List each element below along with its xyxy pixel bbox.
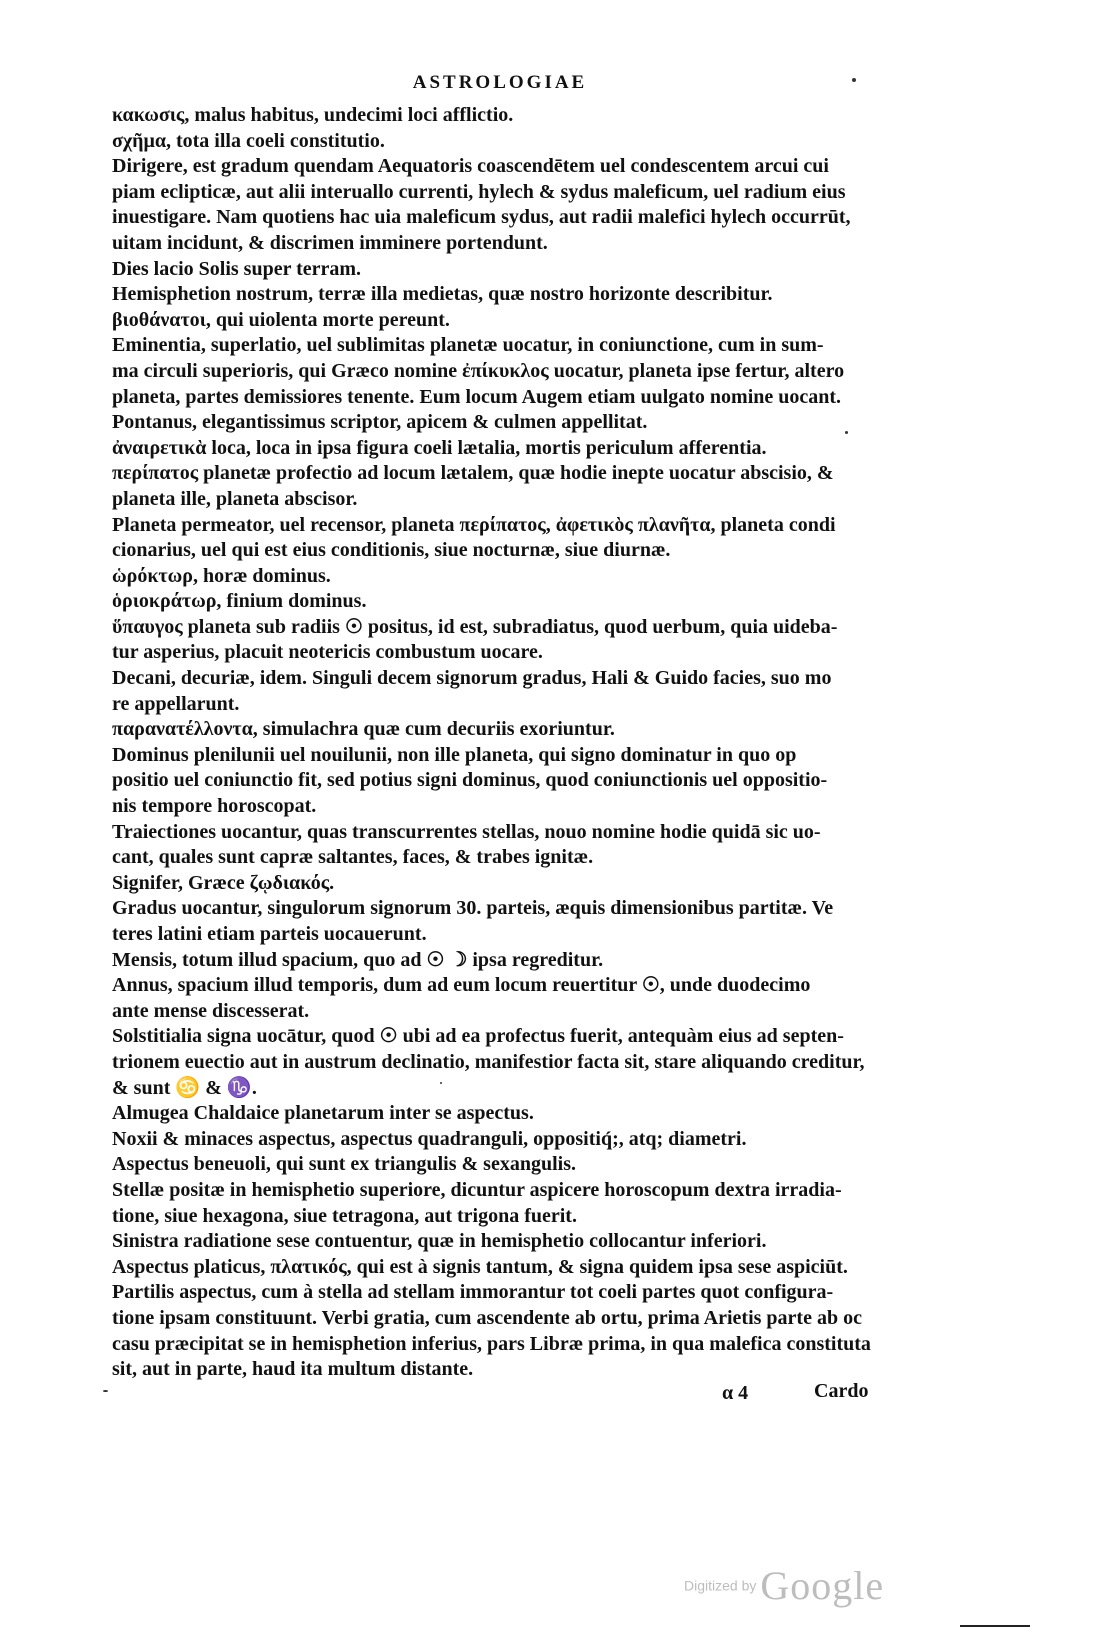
signature-mark: α 4 [722,1382,749,1404]
text-line: Aspectus beneuoli, qui sunt ex triangulis & sexangulis. [112,1153,576,1176]
text-line: cionarius, uel qui est eius conditionis, siue nocturnæ, siue diurnæ. [112,539,671,562]
text-line: βιοθάνατοι, qui uiolenta morte pereunt. [112,308,450,331]
text-line: Stellæ positæ in hemisphetio superiore, dicuntur aspicere horoscopum dextra irradia- [112,1178,842,1201]
text-line: Almugea Chaldaice planetarum inter se aspectus. [112,1102,534,1125]
text-line: ὕπαυγος planeta sub radiis ☉ positus, id est, subradiatus, quod uerbum, quia uideba- [112,615,838,638]
text-line: ἀναιρετικὰ loca, loca in ipsa figura coeli lætalia, mortis periculum afferentia. [112,436,767,459]
text-line: Eminentia, superlatio, uel sublimitas planetæ uocatur, in coniunctione, cum in sum- [112,334,824,357]
text-line: re appellarunt. [112,692,240,715]
text-line: Solstitialia signa uocātur, quod ☉ ubi ad ea profectus fuerit, antequàm eius ad septen- [112,1025,844,1048]
text-line: Noxii & minaces aspectus, aspectus quadranguli, oppositiq́;, atq; diametri. [112,1127,747,1150]
text-line: inuestigare. Nam quotiens hac uia maleficum sydus, aut radii malefici hylech occurrūt, [112,206,851,229]
text-line: Traiectiones uocantur, quas transcurrentes stellas, nouo nomine hodie quidā sic uo- [112,820,821,843]
text-line: Dominus plenilunii uel nouilunii, non ille planeta, qui signo dominatur in quo op [112,743,797,766]
main-text-block [112,103,872,1383]
text-line: piam eclipticæ, aut alii interuallo currenti, hylech & sydus maleficum, uel radium eius [112,180,846,203]
text-line: Aspectus platicus, πλατικός, qui est à signis tantum, & signa quidem ipsa sese aspiciūt. [112,1255,848,1278]
text-line: & sunt ♋ & ♑. [112,1076,257,1099]
text-line: cant, quales sunt capræ saltantes, faces, & trabes ignitæ. [112,846,594,869]
text-line: περίπατος planetæ profectio ad locum lætalem, quæ hodie inepte uocatur abscisio, & [112,462,834,485]
text-line: Planeta permeator, uel recensor, planeta περίπατος, ἀφετικὸς πλανῆτα, planeta condi [112,513,836,536]
text-line: Pontanus, elegantissimus scriptor, apicem & culmen appellitat. [112,411,648,434]
text-line: casu præcipitat se in hemisphetion inferius, pars Libræ prima, in qua malefica constituta [112,1332,871,1355]
text-line: positio uel coniunctio fit, sed potius signi dominus, quod coniunctionis uel oppositio- [112,769,828,792]
text-line: tione, siue hexagona, siue tetragona, aut trigona fuerit. [112,1204,577,1227]
text-line: Dirigere, est gradum quendam Aequatoris coascendētem uel condescentem arcui cui [112,155,829,178]
ink-speck [440,1082,442,1084]
text-line: Signifer, Græce ζῳδιακός. [112,871,335,894]
running-head: ASTROLOGIAE [412,72,588,93]
text-line: uitam incidunt, & discrimen imminere portendunt. [112,231,548,254]
text-line: σχῆμα, tota illa coeli constitutio. [112,129,385,152]
text-line: sit, aut in parte, haud ita multum distante. [112,1358,474,1381]
digitization-watermark [684,1562,884,1609]
text-line: tione ipsam constituunt. Verbi gratia, cum ascendente ab ortu, prima Arietis parte ab oc [112,1306,862,1329]
text-line: planeta ille, planeta abscisor. [112,487,358,510]
text-line: Hemisphetion nostrum, terræ illa medietas, quæ nostro horizonte describitur. [112,283,773,306]
text-line: teres latini etiam parteis uocauerunt. [112,923,427,945]
text-line: ὁριοκράτωρ, finium dominus. [112,590,367,613]
ink-speck [845,431,848,434]
text-line: Mensis, totum illud spacium, quo ad ☉ ☽ ipsa regreditur. [112,948,604,971]
text-line: tur asperius, placuit neotericis combustum uocare. [112,641,543,664]
text-line: ὡρόκτωρ, horæ dominus. [112,564,331,587]
text-line: nis tempore horoscopat. [112,795,317,818]
bottom-rule [960,1625,1030,1627]
text-line: παρανατέλλοντα, simulachra quæ cum decuriis exoriuntur. [112,718,615,741]
text-line: Annus, spacium illud temporis, dum ad eum locum reuertitur ☉, unde duodecimo [112,974,811,997]
text-line: Decani, decuriæ, idem. Singuli decem signorum gradus, Hali & Guido facies, suo mo [112,667,832,690]
text-line: ante mense discesserat. [112,999,310,1022]
text-line: Sinistra radiatione sese contuentur, quæ in hemisphetio collocantur inferiori. [112,1230,767,1253]
watermark-prefix: Digitized by [684,1577,757,1594]
text-line: ma circuli superioris, qui Græco nomine ἐπίκυκλος uocatur, planeta ipse fertur, altero [112,359,845,382]
ink-speck [103,1390,108,1392]
text-line: planeta, partes demissiores tenente. Eum locum Augem etiam uulgato nomine uocant. [112,385,842,408]
catchword: Cardo [814,1380,869,1402]
text-line: Partilis aspectus, cum à stella ad stellam immorantur tot coeli partes quot configura- [112,1281,834,1304]
text-line: κακωσις, malus habitus, undecimi loci afflictio. [112,104,514,126]
text-line: Gradus uocantur, singulorum signorum 30. parteis, æquis dimensionibus partitæ. Ve [112,897,834,920]
watermark-logo: Google [760,1563,885,1608]
text-line: Dies lacio Solis super terram. [112,257,362,280]
ink-speck [852,78,856,82]
text-line: trionem euectio aut in austrum declinatio, manifestior facta sit, stare aliquando creditur, [112,1050,865,1073]
